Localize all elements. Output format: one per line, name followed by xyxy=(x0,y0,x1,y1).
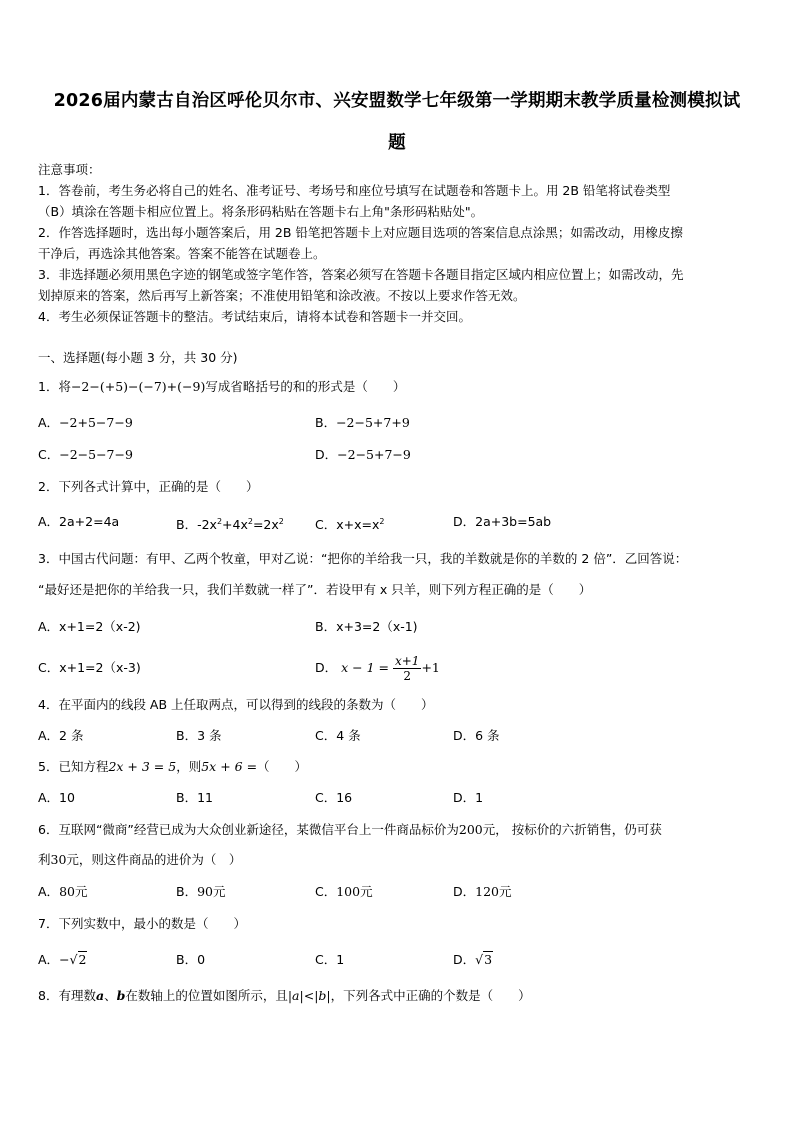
question-3-stem-line1: 3．中国古代问题：有甲、乙两个牧童，甲对乙说：“把你的羊给我一只，我的羊数就是你的羊数的 2 倍”．乙回答说： xyxy=(38,551,688,566)
question-6-stem-line2: 利30元，则这件商品的进价为（ ） xyxy=(38,852,242,867)
q1-option-b: B．−2−5+7+9 xyxy=(315,415,410,430)
section-heading: 一、选择题(每小题 3 分，共 30 分) xyxy=(38,350,238,365)
q4-option-c: C．4 条 xyxy=(315,728,361,743)
notice-item: （B）填涂在答题卡相应位置上。将条形码粘贴在答题卡右上角"条形码粘贴处"。 xyxy=(38,204,484,219)
notice-item: 划掉原来的答案，然后再写上新答案；不准使用铅笔和涂改液。不按以上要求作答无效。 xyxy=(38,288,526,303)
q3-option-d: D． x − 1 = $\frac{x+1}{2}$ +1 xyxy=(315,654,440,683)
question-4-stem: 4．在平面内的线段 AB 上任取两点，可以得到的线段的条数为（ ） xyxy=(38,697,434,712)
question-2-stem: 2．下列各式计算中，正确的是（ ） xyxy=(38,479,259,494)
q5-option-d: D．1 xyxy=(453,790,484,805)
question-6-stem-line1: 6．互联网“微商”经营已成为大众创业新途径，某微信平台上一件商品标价为200元， 按标价的六折销售，仍可获 xyxy=(38,822,662,837)
notice-item: 2．作答选择题时，选出每小题答案后，用 2B 铅笔把答题卡上对应题目选项的答案信息点涂黑；如需改动，用橡皮擦 xyxy=(38,225,683,240)
q6-option-b: B．90元 xyxy=(176,884,226,899)
exam-title-line1: 2026届内蒙古自治区呼伦贝尔市、兴安盟数学七年级第一学期期末教学质量检测模拟试 xyxy=(53,91,741,111)
q3-option-b: B．x+3=2（x-1) xyxy=(315,619,418,634)
notice-item: 干净后，再选涂其他答案。答案不能答在试题卷上。 xyxy=(38,246,326,261)
q4-option-b: B．3 条 xyxy=(176,728,222,743)
notice-heading: 注意事项： xyxy=(38,162,101,177)
q5-option-c: C．16 xyxy=(315,790,353,805)
q2-option-c: C．$x+x=x^2$ xyxy=(315,517,385,533)
notice-item: 4．考生必须保证答题卡的整洁。考试结束后，请将本试卷和答题卡一并交回。 xyxy=(38,309,471,324)
q4-option-d: D．6 条 xyxy=(453,728,500,743)
q4-option-a: A．2 条 xyxy=(38,728,84,743)
q1-option-d: D．−2−5+7−9 xyxy=(315,447,411,462)
q7-option-c: C．1 xyxy=(315,952,345,967)
q3-option-c: C．x+1=2（x-3) xyxy=(38,660,141,675)
q3-option-a: A．x+1=2（x-2) xyxy=(38,619,141,634)
q1-option-a: A．−2+5−7−9 xyxy=(38,415,133,430)
question-7-stem: 7．下列实数中，最小的数是（ ） xyxy=(38,916,246,931)
question-3-stem-line2: “最好还是把你的羊给我一只，我们羊数就一样了”．若设甲有 x 只羊，则下列方程正确的是（ ） xyxy=(38,582,592,597)
q7-option-a: A．−√2 xyxy=(38,952,87,967)
q1-option-c: C．−2−5−7−9 xyxy=(38,447,133,462)
q1-expression: −2−(+5)−(−7)+(−9) xyxy=(70,379,206,394)
q6-option-a: A．80元 xyxy=(38,884,88,899)
q2-option-a: A．2a+2=4a xyxy=(38,514,120,529)
q6-option-d: D．120元 xyxy=(453,884,512,899)
q5-option-a: A．10 xyxy=(38,790,75,805)
q1-pre: 1．将 xyxy=(38,379,71,394)
q3-option-d-fraction: $\frac{x+1}{2}$ xyxy=(394,654,420,683)
notice-item: 1．答卷前，考生务必将自己的姓名、准考证号、考场号和座位号填写在试题卷和答题卡上。用 2B 铅笔将试卷类型 xyxy=(38,183,671,198)
sqrt-symbol: √2 xyxy=(69,952,87,967)
question-5-stem: 5．已知方程2x + 3 = 5，则5x + 6 =（ ） xyxy=(38,759,308,774)
q1-post: 写成省略括号的和的形式是（ ） xyxy=(205,379,406,394)
q2-option-d: D．2a+3b=5ab xyxy=(453,514,552,529)
q5-option-b: B．11 xyxy=(176,790,213,805)
notice-item: 3．非选择题必须用黑色字迹的钢笔或签字笔作答，答案必须写在答题卡各题目指定区域内相应位置上；如需改动，先 xyxy=(38,267,684,282)
question-8-stem: 8．有理数a、b在数轴上的位置如图所示，且|a|<|b|，下列各式中正确的个数是（ ） xyxy=(38,988,531,1003)
q6-option-c: C．100元 xyxy=(315,884,373,899)
q2-option-b: B．$-2x^2+4x^2=2x^2$ xyxy=(176,517,284,533)
exam-title-line2: 题 xyxy=(388,133,406,153)
question-1-stem xyxy=(38,376,405,398)
q7-option-b: B．0 xyxy=(176,952,206,967)
q7-option-d: D．√3 xyxy=(453,952,493,967)
sqrt-symbol: √3 xyxy=(475,952,493,967)
